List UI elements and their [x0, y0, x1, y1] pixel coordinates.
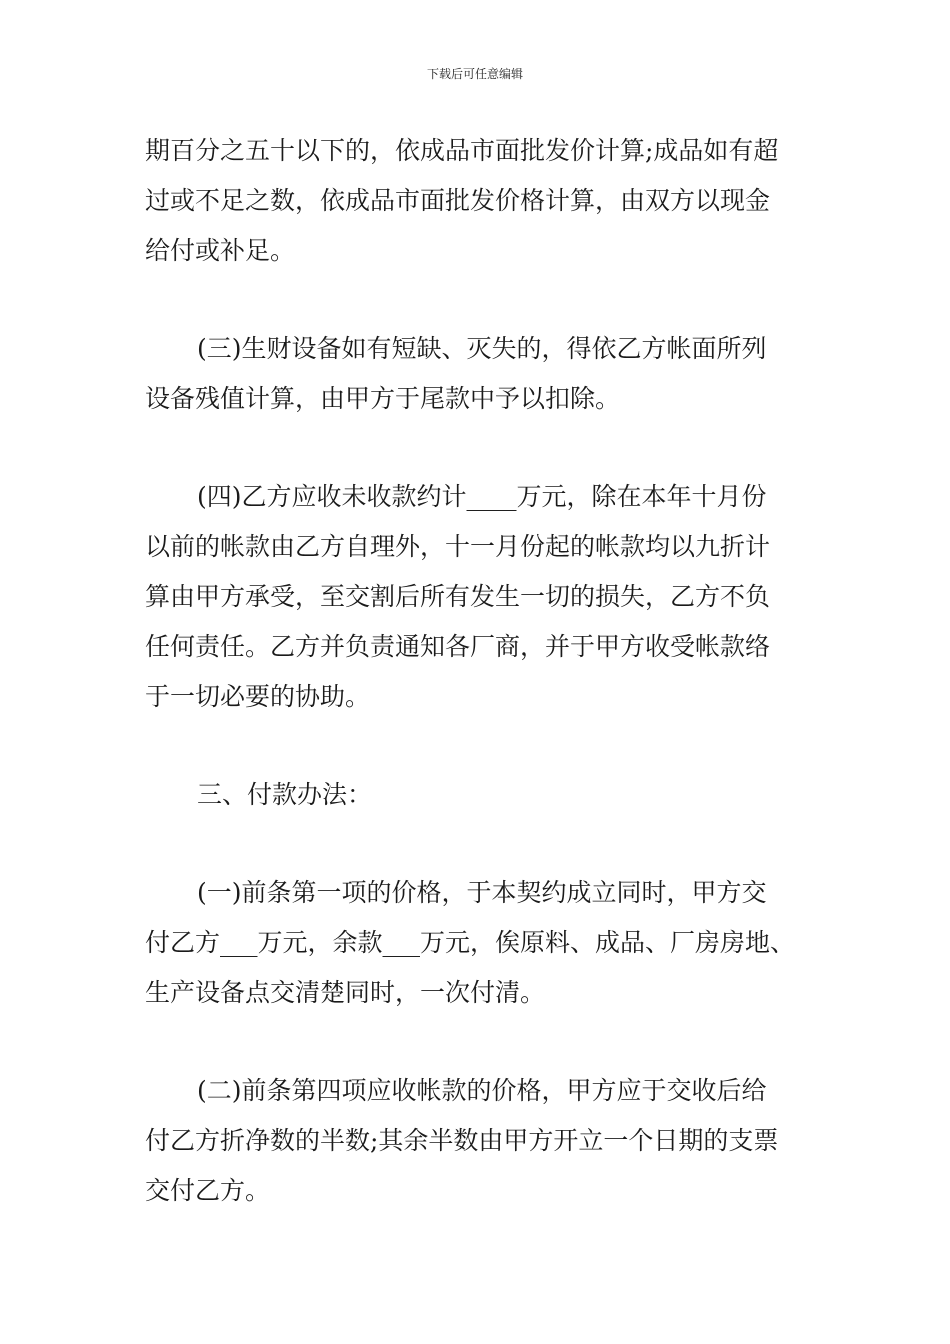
document-body — [145, 126, 810, 1216]
text-line: (一)前条第一项的价格，于本契约成立同时，甲方交 — [197, 878, 767, 907]
text-line: 给付或补足。 — [145, 236, 296, 265]
text-line: 设备残值计算，由甲方于尾款中予以扣除。 — [145, 384, 621, 413]
paragraph-gap — [145, 276, 810, 324]
paragraph-gap — [145, 722, 810, 770]
text-line: 任何责任。乙方并负责通知各厂商，并于甲方收受帐款络 — [145, 632, 771, 661]
text-line: (四)乙方应收未收款约计____万元，除在本年十月份 — [197, 482, 767, 511]
text-line: 付乙方___万元，余款___万元，俟原料、成品、厂房房地、 — [145, 928, 796, 957]
text-line: 算由甲方承受，至交割后所有发生一切的损失，乙方不负 — [145, 582, 771, 611]
section-heading: 三、付款办法： — [197, 780, 373, 809]
text-line: (二)前条第四项应收帐款的价格，甲方应于交收后给 — [197, 1076, 767, 1105]
text-line: 期百分之五十以下的，依成品市面批发价计算;成品如有超 — [145, 136, 779, 165]
section-heading-payment — [145, 770, 810, 820]
paragraph-payment-2 — [145, 1066, 810, 1216]
text-line: (三)生财设备如有短缺、灭失的，得依乙方帐面所列 — [197, 334, 767, 363]
paragraph-payment-1 — [145, 868, 810, 1018]
paragraph-item-3 — [145, 324, 810, 424]
text-line: 以前的帐款由乙方自理外，十一月份起的帐款均以九折计 — [145, 532, 771, 561]
page-header: 下载后可任意编辑 — [426, 67, 523, 81]
paragraph-item-4 — [145, 472, 810, 722]
paragraph-gap — [145, 424, 810, 472]
text-line: 生产设备点交清楚同时，一次付清。 — [145, 978, 546, 1007]
paragraph-gap — [145, 820, 810, 868]
paragraph-continuation — [145, 126, 810, 276]
text-line: 交付乙方。 — [145, 1176, 271, 1205]
text-line: 付乙方折净数的半数;其余半数由甲方开立一个日期的支票 — [145, 1126, 779, 1155]
paragraph-gap — [145, 1018, 810, 1066]
text-line: 过或不足之数，依成品市面批发价格计算，由双方以现金 — [145, 186, 771, 215]
text-line: 于一切必要的协助。 — [145, 682, 371, 711]
